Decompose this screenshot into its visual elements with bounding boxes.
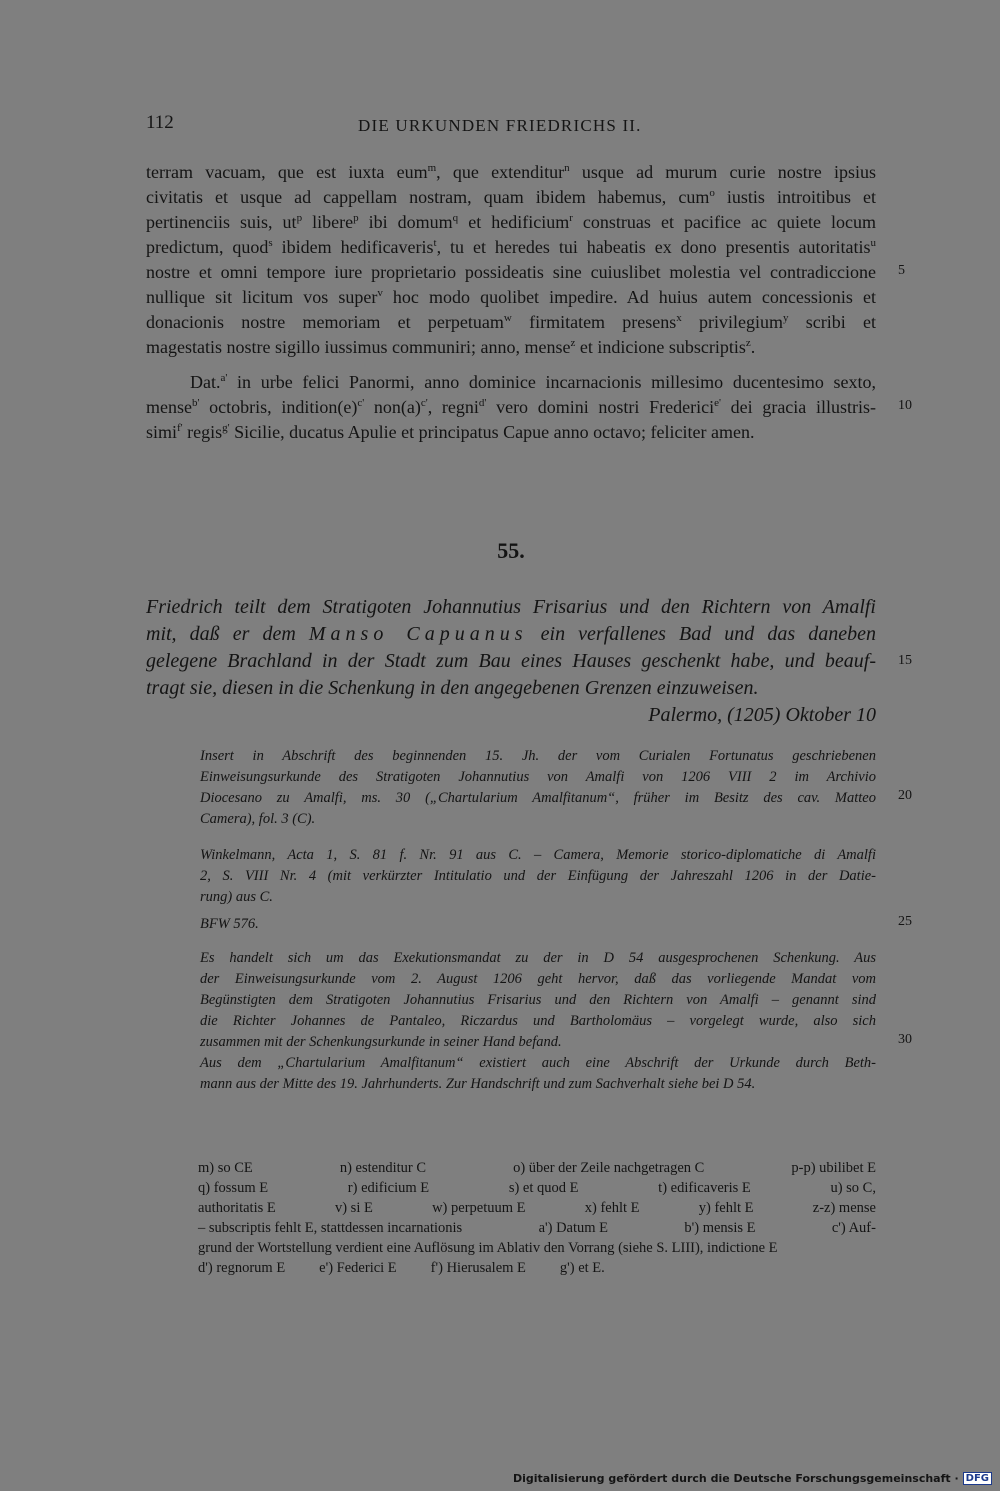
note-paragraph (200, 746, 876, 830)
text-run: firmitatem presens (511, 312, 677, 332)
text-run: privilegium (681, 312, 784, 332)
text-run: civitatis et usque ad cappellam nostram, quam ibidem habemus, cum (146, 187, 710, 207)
text-run: vero domini nostri Frederici (486, 397, 715, 417)
regest (146, 594, 876, 729)
document-number: 55. (497, 538, 525, 563)
text-run: dei gracia illustris- (720, 397, 876, 417)
line-number: 25 (898, 914, 912, 929)
footnote-marker: t (433, 237, 437, 249)
text-run: hoc modo quolibet impedire. Ad huius autem concessionis et (382, 287, 876, 307)
note-line: Camera), fol. 3 (C). (200, 811, 316, 827)
line-number: 15 (898, 653, 912, 668)
text-run: regis (182, 422, 223, 442)
footnote-marker: v (377, 287, 383, 299)
apparatus-row (198, 1258, 876, 1278)
text-run: , que extenditur (436, 162, 565, 182)
footnote-marker: w (503, 312, 512, 324)
text-run: Dat. (190, 372, 221, 392)
regest-date: Palermo, (1205) Oktober 10 (648, 704, 876, 726)
line-number: 10 (898, 398, 912, 413)
note-line: rung) aus C. (200, 889, 273, 905)
footnote-marker: p (296, 212, 303, 224)
note-line: 2, S. VIII Nr. 4 (mit verkürzter Intitulatio und der Einfügung der Jahreszahl 1206 in der Datie- (200, 868, 876, 884)
text-run: magestatis nostre sigillo iussimus communiri; anno, mense (146, 337, 571, 357)
footnote-marker: z (745, 337, 751, 349)
text-line (146, 420, 876, 445)
footnote-marker: o (709, 187, 715, 199)
apparatus-entry: r) edificium E (347, 1180, 430, 1196)
line-number: 5 (898, 263, 905, 278)
text-run: nostre et omni tempore iure proprietario possideatis sine cuiuslibet molestia vel contradiccione (146, 262, 876, 282)
text-run: simi (146, 422, 178, 442)
paragraph-gap (146, 360, 876, 370)
apparatus-entry: m) so CE (198, 1160, 253, 1176)
text-line (146, 370, 876, 395)
note-line: Diocesano zu Amalfi, ms. 30 („Chartularium Amalfitanum“, früher im Besitz des cav. Matteo (200, 790, 876, 806)
text-run: et hedificium (458, 212, 570, 232)
text-run: , tu et heredes tui habeatis ex dono presentis autoritatis (436, 237, 871, 257)
apparatus-row (198, 1238, 876, 1258)
text-run: predictum, quod (146, 237, 269, 257)
footnote-marker: c' (420, 397, 428, 409)
footnote-marker: r (569, 212, 573, 224)
apparatus-entry: n) estenditur C (339, 1160, 427, 1176)
regest-line (146, 621, 876, 648)
note-paragraph (200, 914, 876, 935)
text-line (146, 210, 876, 235)
text-line (146, 260, 876, 285)
apparatus-entry: authoritatis E (198, 1200, 276, 1216)
line-number: 30 (898, 1032, 912, 1047)
note-line: Es handelt sich um das Exekutionsmandat zu der in D 54 ausgesprochenen Schenkung. Aus (200, 950, 876, 966)
footnote-marker: q (452, 212, 459, 224)
text-line (146, 335, 876, 360)
footnote-marker: y (783, 312, 789, 324)
running-head: DIE URKUNDEN FRIEDRICHS II. (358, 116, 642, 135)
note-line: zusammen mit der Schenkungsurkunde in seiner Hand befand. (200, 1034, 562, 1050)
text-run: ein verfallenes Bad und das daneben (527, 623, 876, 645)
apparatus-entry: f') Hierusalem E (430, 1260, 526, 1276)
text-run: libere (302, 212, 354, 232)
apparatus-entry: t) edificaveris E (658, 1180, 751, 1196)
regest-line (146, 648, 876, 675)
text-run: iustis introitibus et (714, 187, 876, 207)
text-run: terram vacuam, que est iuxta eum (146, 162, 428, 182)
footnote-marker: u (870, 237, 876, 249)
text-run: mense (146, 397, 192, 417)
note-line: Einweisungsurkunde des Stratigoten Johannutius von Amalfi von 1206 VIII 2 im Archivio (200, 769, 876, 785)
text-run: , regni (427, 397, 479, 417)
text-run: et indicione subscriptis (575, 337, 746, 357)
apparatus-entry: u) so C, (830, 1180, 876, 1196)
text-run: tragt sie, diesen in die Schenkung in den angegebenen Grenzen einzuweisen. (146, 677, 759, 699)
apparatus-entry: x) fehlt E (584, 1200, 640, 1216)
line-number: 20 (898, 788, 912, 803)
footnote-marker: g' (222, 422, 230, 434)
footnote-marker: x (676, 312, 682, 324)
note-line: Aus dem „Chartularium Amalfitanum“ existiert auch eine Abschrift der Urkunde durch Beth- (200, 1055, 876, 1071)
apparatus-entry: s) et quod E (508, 1180, 579, 1196)
footnote-marker: m (427, 162, 437, 174)
dfg-logo: DFG (963, 1472, 992, 1485)
text-run: mit, daß er dem (146, 623, 309, 645)
text-run: in urbe felici Panormi, anno dominice incarnacionis millesimo ducentesimo sexto, (227, 372, 876, 392)
footnote-marker: s (268, 237, 273, 249)
note-line: die Richter Johannes de Pantaleo, Riczardus und Bartholomäus – vorgelegt wurde, also sich (200, 1013, 876, 1029)
person-name: Manso Capuanus (308, 623, 528, 645)
apparatus-entry: o) über der Zeile nachgetragen C (513, 1160, 705, 1176)
apparatus-row (198, 1158, 876, 1178)
apparatus-entry: d') regnorum E (198, 1260, 286, 1276)
regest-line (146, 594, 876, 621)
note-line: Begünstigten dem Stratigoten Johannutius Frisarius und den Richtern von Amalfi – genannt sind (200, 992, 876, 1008)
text-run: Sicilie, ducatus Apulie et principatus Capue anno octavo; feliciter amen. (229, 422, 755, 442)
apparatus-entry: a') Datum E (538, 1220, 609, 1236)
document-body (146, 160, 876, 445)
critical-apparatus (198, 1158, 876, 1278)
text-run: usque ad murum curie nostre ipsius (569, 162, 876, 182)
footnote-marker: p (353, 212, 359, 224)
footnote-marker: a' (220, 372, 228, 384)
apparatus-row (198, 1198, 876, 1218)
apparatus-row (198, 1218, 876, 1238)
apparatus-entry: p-p) ubilibet E (791, 1160, 876, 1176)
note-line: Winkelmann, Acta 1, S. 81 f. Nr. 91 aus C. – Camera, Memorie storico-diplomatiche di Amalfi (200, 847, 876, 863)
note-line: Insert in Abschrift des beginnenden 15. Jh. der vom Curialen Fortunatus geschriebenen (200, 748, 876, 764)
footnote-marker: z (570, 337, 576, 349)
footer-text: Digitalisierung gefördert durch die Deutsche Forschungsgemeinschaft · (512, 1472, 959, 1485)
footnote-marker: e' (714, 397, 721, 409)
text-line (146, 285, 876, 310)
text-run: non(a) (364, 397, 421, 417)
footnote-marker: b' (191, 397, 200, 409)
apparatus-entry: q) fossum E (198, 1180, 269, 1196)
apparatus-entry: w) perpetuum E (432, 1200, 526, 1216)
footnote-marker: n (564, 162, 570, 174)
apparatus-entry: c') Auf- (831, 1220, 876, 1236)
note-paragraph (200, 948, 876, 1095)
text-line (146, 160, 876, 185)
text-run: ibi domum (358, 212, 453, 232)
text-run: octobris, indition(e) (199, 397, 358, 417)
apparatus-entry: z-z) mense (812, 1200, 876, 1216)
text-run: gelegene Brachland in der Stadt zum Bau eines Hauses geschenkt habe, und beauf- (146, 650, 876, 672)
footnote-marker: c' (357, 397, 365, 409)
regest-line (146, 675, 876, 702)
apparatus-entry: v) si E (334, 1200, 373, 1216)
text-run: nullique sit licitum vos super (146, 287, 378, 307)
apparatus-entry: e') Federici E (319, 1260, 397, 1276)
apparatus-entry: – subscriptis fehlt E, stattdessen incarnationis (198, 1220, 463, 1236)
text-run: Friedrich teilt dem Stratigoten Johannutius Frisarius und den Richtern von Amalfi (146, 596, 876, 618)
text-run: donacionis nostre memoriam et perpetuam (146, 312, 504, 332)
page-number: 112 (146, 112, 174, 133)
apparatus-entry: b') mensis E (684, 1220, 756, 1236)
text-run: ibidem hedificaveris (272, 237, 434, 257)
text-run: pertinenciis suis, ut (146, 212, 297, 232)
text-run: . (750, 337, 756, 357)
text-run: construas et pacifice ac quiete locum (572, 212, 876, 232)
footer-bar (513, 1472, 992, 1485)
note-line: mann aus der Mitte des 19. Jahrhunderts. Zur Handschrift und zum Sachverhalt siehe bei D 54. (200, 1076, 756, 1092)
apparatus-entry: g') et E. (559, 1260, 605, 1276)
note-line: BFW 576. (200, 916, 259, 932)
apparatus-row (198, 1178, 876, 1198)
footnote-marker: f' (177, 422, 183, 434)
text-line (146, 235, 876, 260)
apparatus-entry: grund der Wortstellung verdient eine Auflösung im Ablativ den Vorrang (siehe S. LIII), indictione E (198, 1240, 778, 1256)
text-line (146, 395, 876, 420)
note-line: der Einweisungsurkunde vom 2. August 1206 geht hervor, daß das vorliegende Mandat vom (200, 971, 876, 987)
note-paragraph (200, 845, 876, 908)
text-line (146, 185, 876, 210)
text-run: scribi et (788, 312, 876, 332)
text-line (146, 310, 876, 335)
footnote-marker: d' (478, 397, 487, 409)
apparatus-entry: y) fehlt E (698, 1200, 754, 1216)
